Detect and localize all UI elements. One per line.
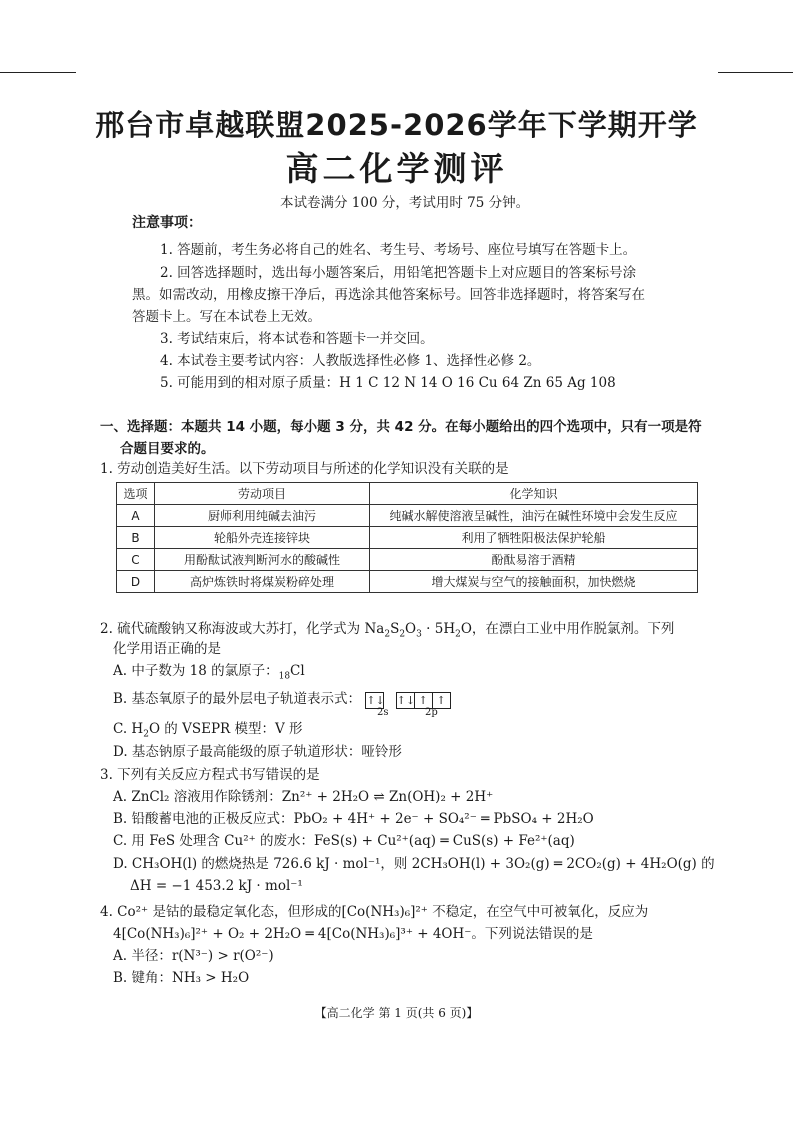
orbital-box: ↑↓ xyxy=(366,693,385,707)
q3-option-d-line2: ΔH = −1 453.2 kJ · mol⁻¹ xyxy=(130,878,303,894)
q1-row-d-labor: 高炉炼铁时将煤炭粉碎处理 xyxy=(155,571,370,593)
q3-option-a: A. ZnCl₂ 溶液用作除锈剂：Zn²⁺ + 2H₂O ⇌ Zn(OH)₂ + 2H⁺ xyxy=(113,789,494,805)
orbital-label-2s: 2s xyxy=(377,707,389,718)
q1-row-a-option: A xyxy=(117,505,155,527)
q4-option-b: B. 键角：NH₃ > H₂O xyxy=(113,970,250,986)
q2-stem-part: O，在漂白工业中用作脱氯剂。下列 xyxy=(460,621,675,637)
exam-info: 本试卷满分 100 分，考试用时 75 分钟。 xyxy=(280,195,530,211)
q1-row-c-knowledge: 酚酞易溶于酒精 xyxy=(370,549,698,571)
q4-stem-line1: 4. Co²⁺ 是钴的最稳定氧化态，但形成的[Co(NH₃)₆]²⁺ 不稳定，在空气中可被氧化，反应为 xyxy=(100,904,649,920)
note-2-line1: 2. 回答选择题时，选出每小题答案后，用铅笔把答题卡上对应题目的答案标号涂 xyxy=(160,265,637,281)
q1-stem: 1. 劳动创造美好生活。以下劳动项目与所述的化学知识没有关联的是 xyxy=(100,461,509,477)
note-4: 4. 本试卷主要考试内容：人教版选择性必修 1、选择性必修 2。 xyxy=(160,353,541,369)
orbital-box: ↑↓ xyxy=(396,693,416,707)
q2-stem-line1 xyxy=(100,620,674,638)
q2-sub: 3 xyxy=(416,629,422,640)
q1-row-b-option: B xyxy=(117,527,155,549)
q2-a-text: A. 中子数为 18 的氯原子： xyxy=(113,663,279,679)
q2-stem-part: S xyxy=(390,621,400,637)
q2-b-text: B. 基态氧原子的最外层电子轨道表示式： xyxy=(113,691,362,707)
note-5: 5. 可能用到的相对原子质量：H 1 C 12 N 14 O 16 Cu 64 Zn 65 Ag 108 xyxy=(160,375,616,391)
table-row xyxy=(117,549,698,571)
table-row xyxy=(117,571,698,593)
q2-a-mass: 18 xyxy=(278,671,291,682)
q1-row-b-labor: 轮船外壳连接锌块 xyxy=(155,527,370,549)
exam-title: 邢台市卓越联盟2025-2026学年下学期开学 xyxy=(95,108,698,142)
orbital-2s xyxy=(365,691,383,709)
notes-heading: 注意事项： xyxy=(132,215,202,231)
q2-sub: 2 xyxy=(384,629,391,640)
q1-table-header xyxy=(117,483,698,505)
q1-header-option: 选项 xyxy=(117,483,155,505)
q2-option-b xyxy=(113,690,450,709)
q2-c-text: C. H xyxy=(113,721,144,737)
orbital-box: ↑ xyxy=(414,692,433,709)
orbital-2p xyxy=(396,691,450,709)
q2-c-text-rest: O 的 VSEPR 模型：V 形 xyxy=(148,721,303,737)
q2-stem-part: O xyxy=(405,621,417,637)
table-row xyxy=(117,505,698,527)
q2-sub: 2 xyxy=(399,629,406,640)
q3-option-d-line1: D. CH₃OH(l) 的燃烧热是 726.6 kJ · mol⁻¹，则 2CH₃OH(l) + 3O₂(g) ═ 2CO₂(g) + 4H₂O(g) 的 xyxy=(113,856,715,872)
q2-stem-part: · 5H xyxy=(421,621,456,637)
q1-row-d-knowledge: 增大煤炭与空气的接触面积，加快燃烧 xyxy=(370,571,698,593)
q2-a-symbol: Cl xyxy=(290,663,305,679)
q2-option-c xyxy=(113,720,303,738)
orbital-box: ↑ xyxy=(432,692,451,709)
q1-header-labor: 劳动项目 xyxy=(155,483,370,505)
q1-row-c-option: C xyxy=(117,549,155,571)
q1-header-knowledge: 化学知识 xyxy=(370,483,698,505)
section-heading-line2: 合题目要求的。 xyxy=(120,441,215,457)
orbital-label-2p: 2p xyxy=(425,707,438,718)
page-footer: 【高二化学 第 1 页(共 6 页)】 xyxy=(314,1006,479,1020)
q2-sub: 2 xyxy=(455,629,461,640)
subject-title: 高二化学测评 xyxy=(285,149,508,188)
q2-stem-line2: 化学用语正确的是 xyxy=(113,641,221,657)
q1-row-a-labor: 厨师利用纯碱去油污 xyxy=(155,505,370,527)
q1-row-c-labor: 用酚酞试液判断河水的酸碱性 xyxy=(155,549,370,571)
q1-row-d-option: D xyxy=(117,571,155,593)
note-2-line3: 答题卡上。写在本试卷上无效。 xyxy=(132,309,321,325)
q2-option-d: D. 基态钠原子最高能级的原子轨道形状：哑铃形 xyxy=(113,744,402,760)
section-heading-line1: 一、选择题：本题共 14 小题，每小题 3 分，共 42 分。在每小题给出的四个选项中，只有一项是符 xyxy=(100,419,702,435)
q2-stem-part: 2. 硫代硫酸钠又称海波或大苏打，化学式为 Na xyxy=(100,621,385,637)
table-row xyxy=(117,527,698,549)
top-rule-right xyxy=(718,72,793,73)
q1-table xyxy=(116,482,698,593)
note-3: 3. 考试结束后，将本试卷和答题卡一并交回。 xyxy=(160,331,434,347)
q1-row-a-knowledge: 纯碱水解使溶液呈碱性，油污在碱性环境中会发生反应 xyxy=(370,505,698,527)
q3-stem: 3. 下列有关反应方程式书写错误的是 xyxy=(100,767,320,783)
q2-option-a xyxy=(113,662,305,680)
q4-option-a: A. 半径：r(N³⁻) > r(O²⁻) xyxy=(113,948,274,964)
q2-c-sub: 2 xyxy=(143,729,149,740)
q1-row-b-knowledge: 利用了牺牲阳极法保护轮船 xyxy=(370,527,698,549)
q3-option-c: C. 用 FeS 处理含 Cu²⁺ 的废水：FeS(s) + Cu²⁺(aq) ═ CuS(s) + Fe²⁺(aq) xyxy=(113,833,575,849)
q3-option-b: B. 铅酸蓄电池的正极反应式：PbO₂ + 4H⁺ + 2e⁻ + SO₄²⁻ ═ PbSO₄ + 2H₂O xyxy=(113,811,594,827)
q4-stem-line2: 4[Co(NH₃)₆]²⁺ + O₂ + 2H₂O ═ 4[Co(NH₃)₆]³⁺ + 4OH⁻。下列说法错误的是 xyxy=(113,926,593,942)
note-2-line2: 黑。如需改动，用橡皮擦干净后，再选涂其他答案标号。回答非选择题时，将答案写在 xyxy=(132,287,645,303)
top-rule-left xyxy=(0,72,76,73)
note-1: 1. 答题前，考生务必将自己的姓名、考生号、考场号、座位号填写在答题卡上。 xyxy=(160,242,637,258)
